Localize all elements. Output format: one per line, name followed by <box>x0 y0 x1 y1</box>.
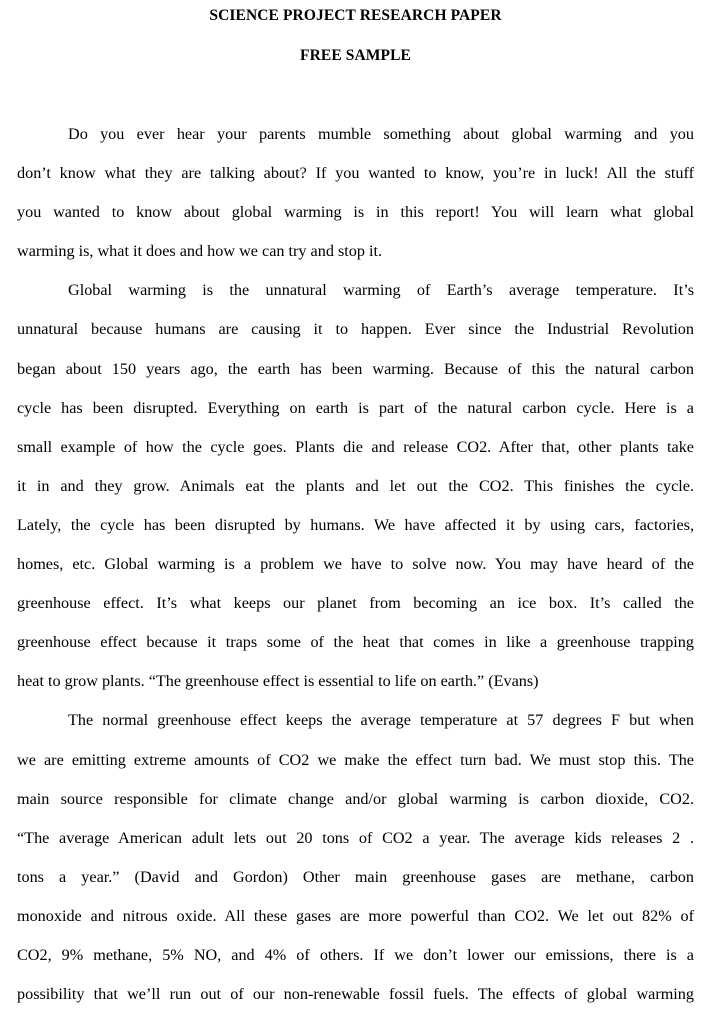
body-line: tons a year.” (David and Gordon) Other main greenhouse gases are methane, carbon <box>17 867 694 886</box>
body-line: you wanted to know about global warming is in this report! You will learn what global <box>17 203 694 222</box>
body-line: greenhouse effect because it traps some of the heat that comes in like a greenhouse trapping <box>17 633 694 652</box>
document-title: SCIENCE PROJECT RESEARCH PAPER <box>209 7 502 24</box>
body-line: monoxide and nitrous oxide. All these gases are more powerful than CO2. We let out 82% of <box>17 906 694 925</box>
body-line: The normal greenhouse effect keeps the average temperature at 57 degrees F but when <box>68 711 694 730</box>
body-line: cycle has been disrupted. Everything on earth is part of the natural carbon cycle. Here is a <box>17 398 694 417</box>
body-line: don’t know what they are talking about? If you wanted to know, you’re in luck! All the stuff <box>17 164 694 183</box>
body-line: we are emitting extreme amounts of CO2 we make the effect turn bad. We must stop this. The <box>17 750 694 769</box>
body-line: began about 150 years ago, the earth has been warming. Because of this the natural carbon <box>17 359 694 378</box>
body-line: Do you ever hear your parents mumble something about global warming and you <box>68 125 694 143</box>
body-line: heat to grow plants. “The greenhouse effect is essential to life on earth.” (Evans) <box>17 672 539 691</box>
body-line: greenhouse effect. It’s what keeps our planet from becoming an ice box. It’s called the <box>17 594 694 613</box>
body-line: Lately, the cycle has been disrupted by humans. We have affected it by using cars, factories, <box>17 515 694 534</box>
body-line: possibility that we’ll run out of our non-renewable fossil fuels. The effects of global warming <box>17 985 694 1004</box>
document-subtitle: FREE SAMPLE <box>300 47 411 64</box>
body-line: homes, etc. Global warming is a problem we have to solve now. You may have heard of the <box>17 555 694 574</box>
body-line: warming is, what it does and how we can try and stop it. <box>17 242 383 261</box>
body-line: main source responsible for climate change and/or global warming is carbon dioxide, CO2. <box>17 789 694 808</box>
body-line: Global warming is the unnatural warming of Earth’s average temperature. It’s <box>68 281 694 300</box>
body-line: “The average American adult lets out 20 tons of CO2 a year. The average kids releases 2 . <box>17 828 694 847</box>
body-line: CO2, 9% methane, 5% NO, and 4% of others. If we don’t lower our emissions, there is a <box>17 945 694 964</box>
document-body <box>17 122 694 1021</box>
body-line: unnatural because humans are causing it to happen. Ever since the Industrial Revolution <box>17 320 694 339</box>
body-line: small example of how the cycle goes. Plants die and release CO2. After that, other plants take <box>17 437 694 456</box>
body-line: it in and they grow. Animals eat the plants and let out the CO2. This finishes the cycle. <box>17 476 694 495</box>
